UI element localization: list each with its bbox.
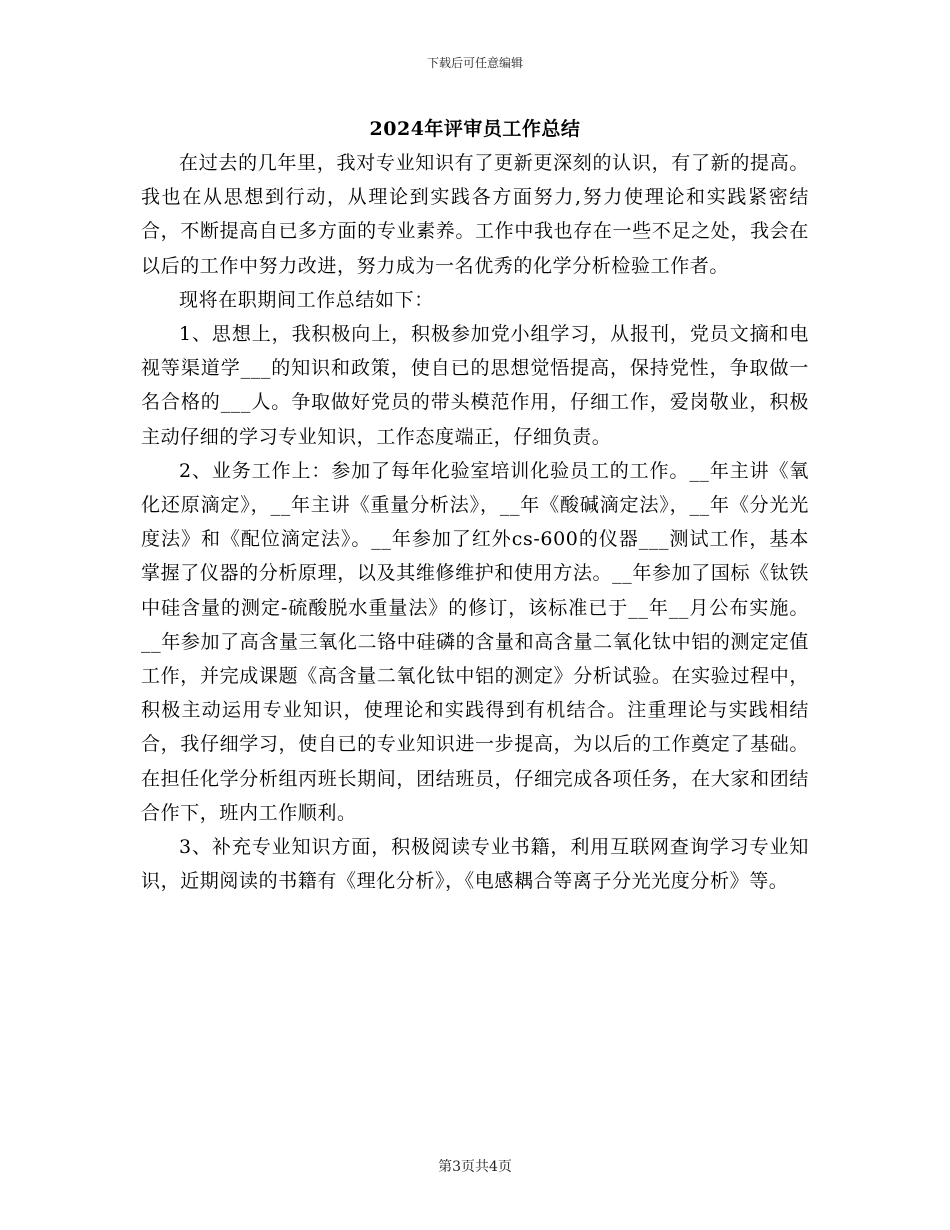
paragraph: 在过去的几年里，我对专业知识有了更新更深刻的认识，有了新的提高。我也在从思想到行动，从理论到实践各方面努力,努力使理论和实践紧密结合，不断提高自已多方面的专业素养。工作中我也存在一些不足之处，我会在以后的工作中努力改进，努力成为一名优秀的化学分析检验工作者。 [141,152,809,277]
document-title: 2024年评审员工作总结 [369,118,581,140]
paragraph: 3、补充专业知识方面，积极阅读专业书籍，利用互联网查询学习专业知识，近期阅读的书籍有《理化分析》，《电感耦合等离子分光光度分析》等。 [141,836,809,893]
document-body [141,146,809,898]
header-note: 下载后可任意编辑 [426,56,523,70]
paragraph: 现将在职期间工作总结如下： [179,288,434,311]
paragraph: 2、业务工作上：参加了每年化验室培训化验员工的工作。__年主讲《氧化还原滴定》，__年主讲《重量分析法》，__年《酸碱滴定法》，__年《分光光度法》和《配位滴定法》。__年参加了红外cs-600的仪器___测试工作，基本掌握了仪器的分析原理，以及其维修维护和使用方法。__年参加了国标《钛铁中硅含量的测定-硫酸脱水重量法》的修订，该标准已于__年__月公布实施。__年参加了高含量三氧化二铬中硅磷的含量和高含量二氧化钛中铝的测定定值工作，并完成课题《高含量二氧化钛中铝的测定》分析试验。在实验过程中，积极主动运用专业知识，使理论和实践得到有机结合。注重理论与实践相结合，我仔细学习，使自已的专业知识进一步提高，为以后的工作奠定了基础。在担任化学分析组丙班长期间，团结班员，仔细完成各项任务，在大家和团结合作下，班内工作顺利。 [141,459,809,824]
paragraph: 1、思想上，我积极向上，积极参加党小组学习，从报刊，党员文摘和电视等渠道学___的知识和政策，使自已的思想觉悟提高，保持党性，争取做一名合格的___人。争取做好党员的带头模范作用，仔细工作，爱岗敬业，积极主动仔细的学习专业知识，工作态度端正，仔细负责。 [141,323,809,448]
page-number: 第3页共4页 [438,1159,512,1175]
